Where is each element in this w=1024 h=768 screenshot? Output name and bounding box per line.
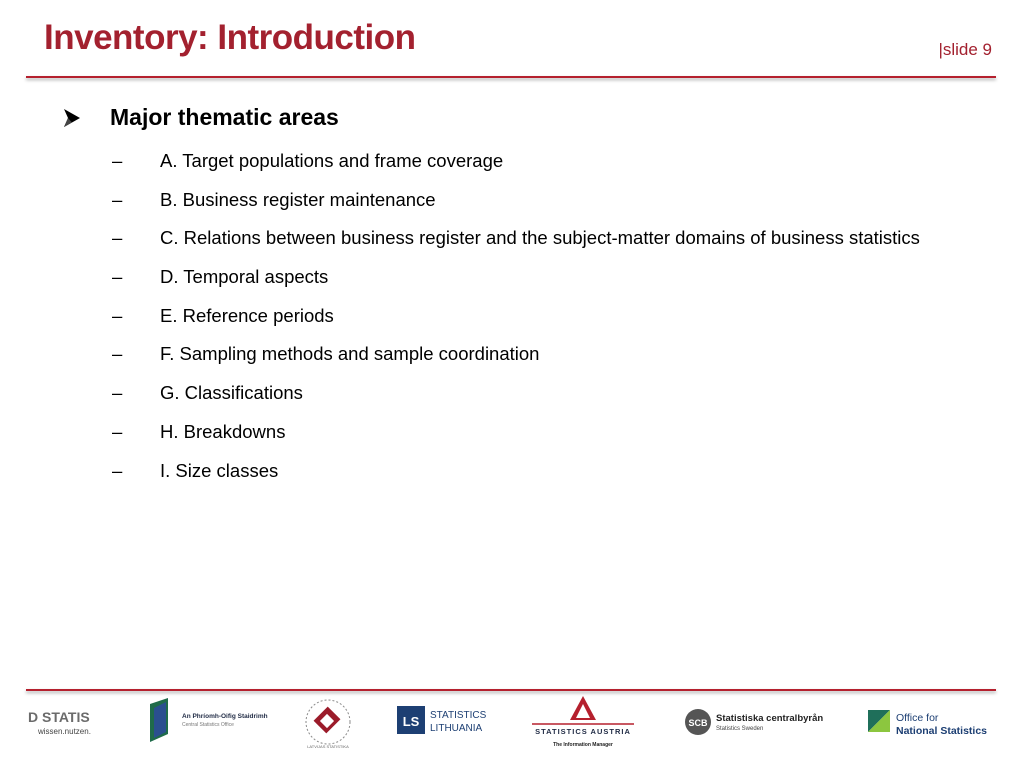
topic-list-item bbox=[112, 186, 952, 213]
dash-bullet: – bbox=[112, 266, 123, 288]
dash-bullet: – bbox=[112, 343, 123, 365]
topic-text: C. Relations between business register and the subject-matter domains of business statistics bbox=[160, 227, 920, 249]
topic-list-item bbox=[112, 340, 952, 367]
latvia-statistics-logo bbox=[300, 694, 356, 750]
cso-logo bbox=[146, 696, 274, 748]
ons-line1: Office for bbox=[896, 712, 939, 724]
topic-list-item bbox=[112, 457, 952, 484]
topic-text: E. Reference periods bbox=[160, 304, 334, 326]
austria-statistics-logo bbox=[526, 694, 640, 750]
topic-list-item bbox=[112, 302, 952, 329]
main-bullet bbox=[62, 104, 339, 131]
topic-list-item bbox=[112, 418, 952, 445]
destatis-name: D STATIS bbox=[28, 709, 90, 725]
topic-list-item bbox=[112, 224, 952, 251]
sweden-mark: SCB bbox=[688, 718, 708, 728]
topic-list bbox=[112, 147, 952, 495]
dash-bullet: – bbox=[112, 227, 123, 249]
sweden-name: Statistiska centralbyrån bbox=[716, 713, 824, 724]
lithuania-line2: LITHUANIA bbox=[430, 723, 483, 734]
dash-bullet: – bbox=[112, 188, 123, 210]
topic-text: H. Breakdowns bbox=[160, 420, 286, 442]
dash-bullet: – bbox=[112, 459, 123, 481]
cso-name: An Phríomh-Oifig Staidrimh bbox=[182, 713, 268, 720]
dash-bullet: – bbox=[112, 382, 123, 404]
austria-tagline: The Information Manager bbox=[553, 742, 613, 748]
topic-text: B. Business register maintenance bbox=[160, 188, 436, 210]
header-divider bbox=[26, 76, 996, 78]
destatis-tagline: wissen.nutzen. bbox=[38, 727, 91, 736]
topic-list-item bbox=[112, 147, 952, 174]
cso-sub: Central Statistics Office bbox=[182, 722, 234, 728]
topic-text: D. Temporal aspects bbox=[160, 266, 329, 288]
latvia-ring-text: LATVIJAS STATISTIKA bbox=[307, 744, 349, 749]
topic-list-item bbox=[112, 263, 952, 290]
dash-bullet: – bbox=[112, 304, 123, 326]
ons-line2: National Statistics bbox=[896, 725, 988, 737]
topic-list-item bbox=[112, 379, 952, 406]
sweden-statistics-logo bbox=[684, 702, 840, 744]
lithuania-line1: STATISTICS bbox=[430, 710, 487, 721]
dash-bullet: – bbox=[112, 420, 123, 442]
main-heading: Major thematic areas bbox=[110, 104, 339, 130]
slide-number: |slide 9 bbox=[938, 40, 992, 59]
lithuania-statistics-logo bbox=[396, 704, 500, 738]
topic-text: F. Sampling methods and sample coordination bbox=[160, 343, 540, 365]
destatis-logo bbox=[26, 708, 108, 738]
sweden-sub: Statistics Sweden bbox=[716, 726, 764, 732]
austria-name: STATISTICS AUSTRIA bbox=[535, 727, 631, 736]
topic-text: G. Classifications bbox=[160, 382, 303, 404]
dash-bullet: – bbox=[112, 150, 123, 171]
topic-text: A. Target populations and frame coverage bbox=[160, 150, 504, 171]
arrow-bullet-icon bbox=[62, 108, 82, 128]
partner-logo-strip bbox=[0, 692, 1024, 768]
slide-title: Inventory: Introduction bbox=[44, 18, 416, 57]
footer-divider bbox=[26, 689, 996, 691]
topic-text: I. Size classes bbox=[160, 459, 279, 481]
ons-logo bbox=[866, 706, 996, 740]
lithuania-mark: LS bbox=[402, 714, 420, 729]
